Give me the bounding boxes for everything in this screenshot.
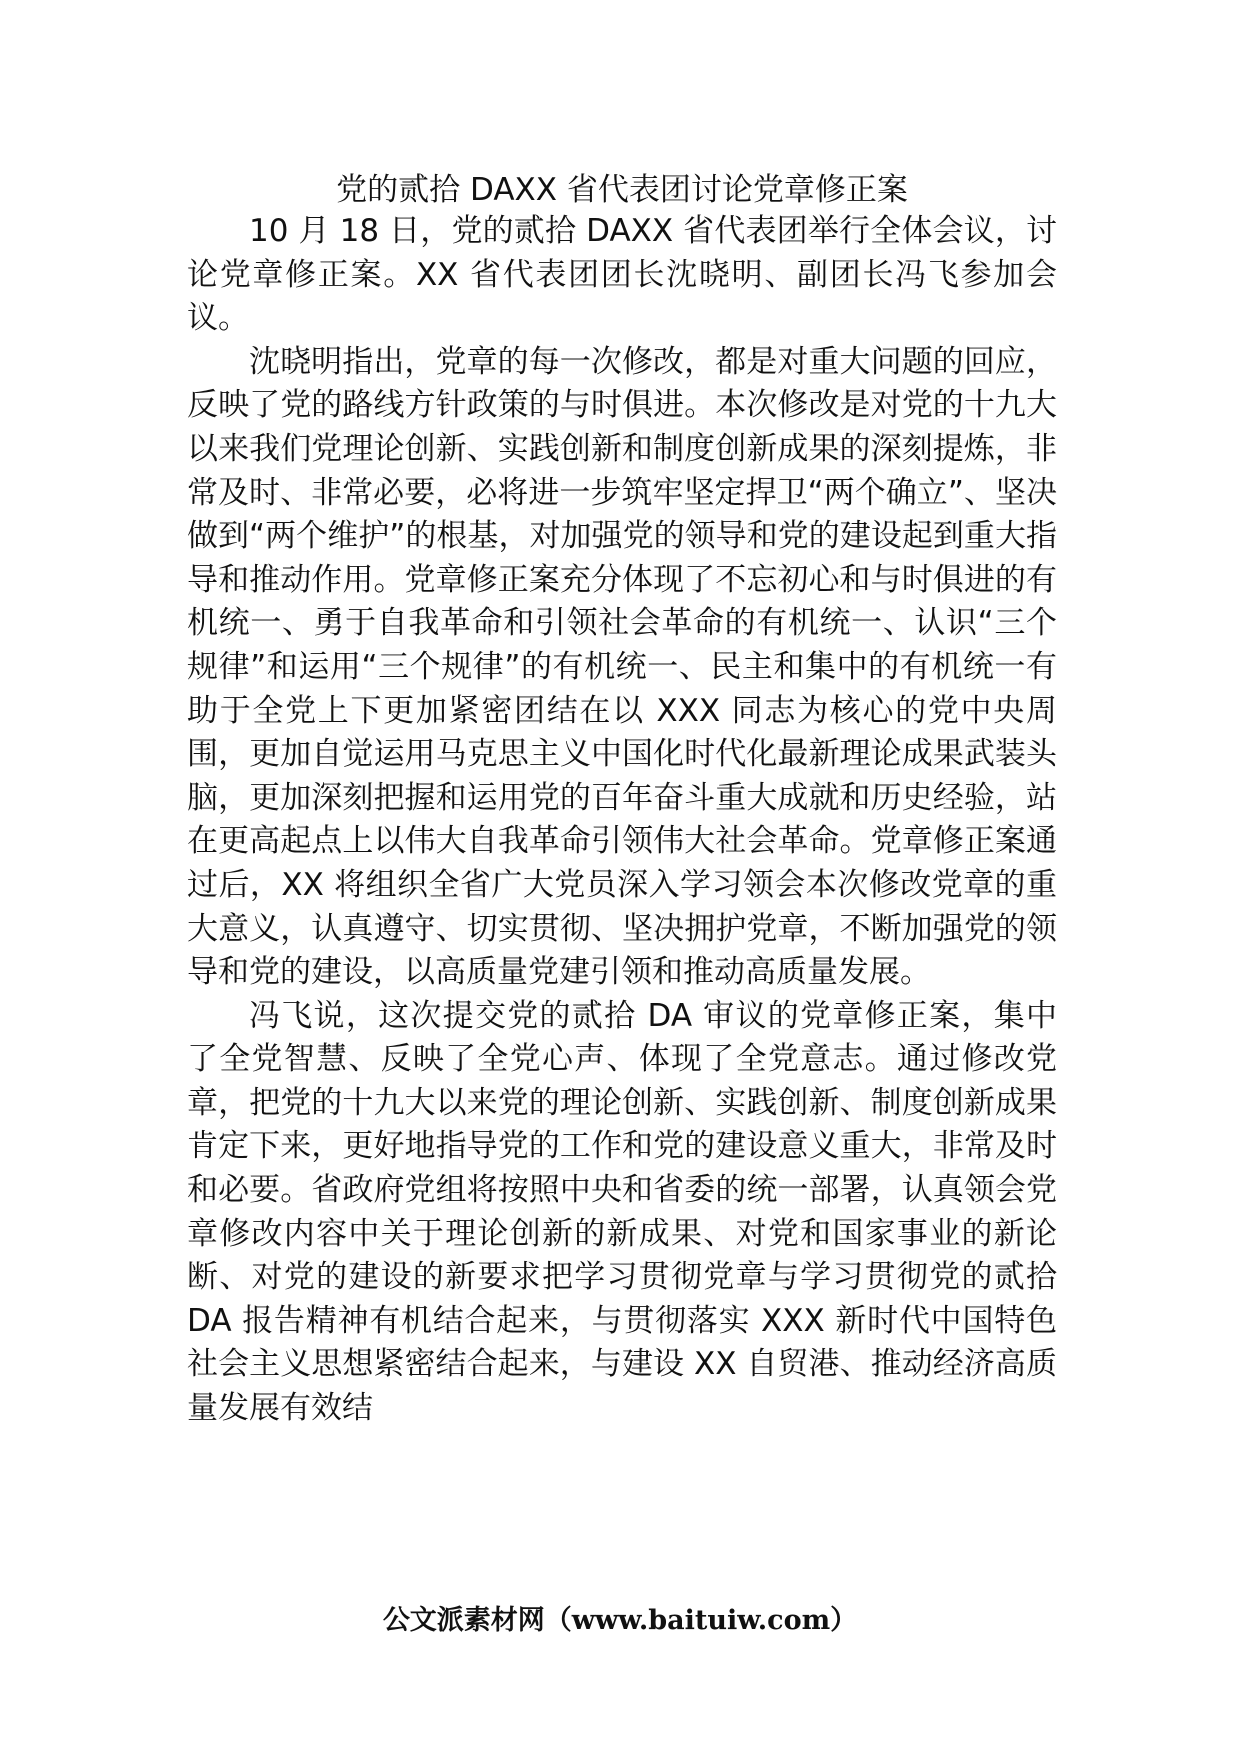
paragraph-1: 10 月 18 日，党的贰拾 DAXX 省代表团举行全体会议，讨论党章修正案。XX 省代表团团长沈晓明、副团长冯飞参加会议。 (187, 213, 1057, 337)
footer-watermark: 公文派素材网（www.baituiw.com） (382, 1605, 858, 1636)
paragraph-2: 沈晓明指出，党章的每一次修改，都是对重大问题的回应，反映了党的路线方针政策的与时俱进。本次修改是对党的十九大以来我们党理论创新、实践创新和制度创新成果的深刻提炼，非常及时、非常必要，必将进一步筑牢坚定捍卫“两个确立”、坚决做到“两个维护”的根基，对加强党的领导和党的建设起到重大指导和推动作用。党章修正案充分体现了不忘初心和与时俱进的有机统一、勇于自我革命和引领社会革命的有机统一、认识“三个规律”和运用“三个规律”的有机统一、民主和集中的有机统一有助于全党上下更加紧密团结在以 XXX 同志为核心的党中央周围，更加自觉运用马克思主义中国化时代化最新理论成果武装头脑，更加深刻把握和运用党的百年奋斗重大成就和历史经验，站在更高起点上以伟大自我革命引领伟大社会革命。党章修正案通过后，XX 将组织全省广大党员深入学习领会本次修改党章的重大意义，认真遵守、切实贯彻、坚决拥护党章，不断加强党的领导和党的建设，以高质量党建引领和推动高质量发展。 (187, 343, 1057, 991)
paragraph-3: 冯飞说，这次提交党的贰拾 DA 审议的党章修正案，集中了全党智慧、反映了全党心声、体现了全党意志。通过修改党章，把党的十九大以来党的理论创新、实践创新、制度创新成果肯定下来，更好地指导党的工作和党的建设意义重大，非常及时和必要。省政府党组将按照中央和省委的统一部署，认真领会党章修改内容中关于理论创新的新成果、对党和国家事业的新论断、对党的建设的新要求把学习贯彻党章与学习贯彻党的贰拾 DA 报告精神有机结合起来，与贯彻落实 XXX 新时代中国特色社会主义思想紧密结合起来，与建设 XX 自贸港、推动经济高质量发展有效结 (187, 997, 1057, 1427)
document-title: 党的贰拾 DAXX 省代表团讨论党章修正案 (336, 172, 908, 208)
document-body (187, 170, 1057, 1431)
